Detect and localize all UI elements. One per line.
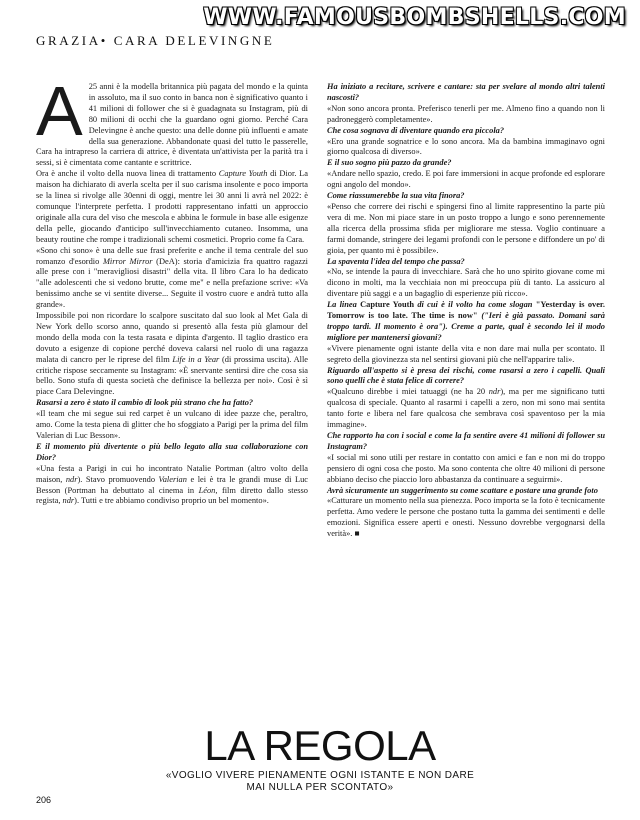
interview-answer: «Qualcuno direbbe i miei tatuaggi (ne ha 20 ndr), ma per me significano tutti qualcosa di speciale. Quanto al rasarmi i capelli a zero, non mi sono mai sentita tanto forte e libera nel fare qualcosa che sembrava così spaventoso per la mia immagine». (327, 387, 605, 430)
interview-answer: «Penso che correre dei rischi e spingersi fino al limite rappresentino la parte più vera di me. Non mi piace stare in un posto troppo a lungo e sono perennemente alla ricerca della prossima sfida per migliorare me stessa. Voglio continuare a farmi domande, stringere dei legami profondi con le persone e diffondere un po' di gioia, per quanto mi è possibile». (327, 201, 605, 255)
regola-quote-line: «VOGLIO VIVERE PIENAMENTE OGNI ISTANTE E NON DARE (165, 770, 475, 781)
regola-title: LA REGOLA (204, 722, 436, 769)
interview-question: Che cosa sognava di diventare quando era piccola? (327, 125, 505, 135)
end-mark-icon: ■ (354, 529, 360, 539)
interview-answer: «No, se intende la paura di invecchiare. Sarà che ho uno spirito giovane come mi dicono in molti, ma la vecchiaia non mi preoccupa più di tanto. La assicuro al diventare più saggi e a un bagaglio di esperienze più ricco». (327, 267, 605, 299)
article-subject: CARA DELEVINGNE (113, 33, 275, 48)
interview-question: Riguardo all'aspetto si è presa dei rischi, come rasarsi a zero i capelli. Quali sono quelli che è stata felice di correre? (327, 365, 605, 386)
magazine-name: GRAZIA (36, 33, 101, 48)
interview-answer: «I social mi sono utili per restare in contatto con amici e fan e non mi do troppo pensiero di ogni cosa che posto. Ma sono contenta che oltre 40 milioni di persone abbiano deciso che piaccio loro abbastanza da continuare a seguirmi». (327, 452, 605, 484)
site-watermark: WWW.FAMOUSBOMBSHELLS.COM (203, 5, 626, 30)
right-column (327, 82, 605, 540)
interview-answer: «Andare nello spazio, credo. E poi fare immersioni in acque profonde ed esplorare ogni angolo del mondo». (327, 169, 605, 190)
interview-answer: «Il team che mi segue sui red carpet è un vulcano di idee pazze che, peraltro, amo. Come la testa piena di glitter che ho sfoggiato a Parigi per la prima del film Valerian di Luc Besson». (36, 409, 308, 440)
interview-question: Ha iniziato a recitare, scrivere e cantare: sta per svelare al mondo altri talenti nascosti? (327, 82, 605, 102)
interview-answer: «Una festa a Parigi in cui ho incontrato Natalie Portman (altro volto della maison, ndr). Stavo promuovendo Valerian e lei è tra le grandi muse di Luc Besson (Portman ha debuttato al cinema in Léon, film diretto dallo stesso regista, ndr). Tutti e tre abbiamo condiviso proprio un bel momento». (36, 463, 308, 506)
body-paragraph: «Sono chi sono» è una delle sue frasi preferite e anche il tema centrale del suo romanzo d'esordio Mirror Mirror (DeA): storia d'amicizia fra quattro ragazzi alle prese con i "meravigliosi disastri" della vita. Il libro Cara lo ha dedicato "alle adolescenti che si vedono brutte, come me" e nella prefazione scrive: «Va benissimo anche se vi sentite diverse... Seguite il vostro cuore e andrà tutto alla grande». (36, 245, 309, 310)
drop-cap: A (36, 72, 83, 150)
interview-answer: «Catturare un momento nella sua pienezza. Poco importa se la foto è tecnicamente perfetta. Amo vedere le persone che postano tutta la gamma dei sentimenti e delle emozioni. Significa essere aperti e onesti. Nessuno dovrebbe vergognarsi della verità». ■ (327, 496, 605, 539)
body-paragraph: Ora è anche il volto della nuova linea di trattamento Capture Youth di Dior. La maison ha dichiarato di averla scelta per il suo carisma insolente e poco importa se la linea si rivolge alle 30enni di oggi, mentre lei 30 anni li avrà nel 2022: è comunque l'interprete perfetta. I prodotti rappresentano infatti un approccio originale alla cura del viso che mescola e abbina le formule in base alle esigenze della pelle, giocando d'anticipo sull'invecchiamento cutaneo. Insomma, una beauty routine che rompe i tradizionali schemi cosmetici. Proprio come fa Cara. (36, 169, 308, 244)
interview-question: Rasarsi a zero è stato il cambio di look più strano che ha fatto? (36, 398, 254, 408)
body-paragraph: Impossibile poi non ricordare lo scalpore suscitato dal suo look al Met Gala di New York dello scorso anno, quando si presentò alla festa più glamour del mondo della moda con la testa rasata e dipinta d'argento. Il taglio drastico era dovuto a esigenze di copione perché doveva calarsi nel ruolo di una ragazza malata di cancro per le riprese del film Life in a Year (di prossima uscita). Alle critiche rispose seccamente su Instagram: «È snervante sentirsi dire che cosa sia bello. Sono stufa di questa società che definisce la bellezza per noi». Così è sì piace Cara Delevingne. (36, 311, 308, 397)
interview-answer: «Ero una grande sognatrice e lo sono ancora. Ma da bambina immaginavo ogni giorno qualcosa di diverso». (327, 136, 605, 157)
interview-answer: «Non sono ancora pronta. Preferisco tenerli per me. Almeno fino a quando non li padroneggerò completamente». (327, 103, 605, 124)
intro-paragraph: A 25 anni è la modella britannica più pagata del mondo e la quinta in assoluto, ma il suo conto in banca non è significativo quanto i 41 milioni di follower che si è guadagnata su Instagram, più di 80 milioni di occhi che la guardano ogni giorno. Perché Cara Delevingne è anche questo: una delle donne più influenti e amate della sua generazione. Abbandonate quasi del tutto le passerelle, Cara ha intrapreso la carriera di attrice, è diventata un'attivista per la parità tra i sessi, si è cimentata come cantante e scrittrice. (36, 72, 308, 168)
interview-question: La linea Capture Youth di cui è il volto ha come slogan "Yesterday is over. Tomorrow is too late. The time is now" ("Ieri è già passato. Domani sarà troppo tardi. Il momento è ora"). Creme a parte, qual è secondo lei il modo migliore per mantenersi giovani? (327, 300, 605, 342)
interview-question: E il suo sogno più pazzo da grande? (327, 158, 452, 168)
interview-question: Avrà sicuramente un suggerimento su come scattare e postare una grande foto (327, 485, 598, 495)
header-separator: • (100, 33, 108, 48)
interview-question: E il momento più divertente o più bello legato alla sua collaborazione con Dior? (36, 441, 308, 462)
interview-question: Che rapporto ha con i social e come la fa sentire avere 41 milioni di follower su Instagram? (327, 431, 605, 451)
magazine-header (36, 33, 274, 49)
left-column (36, 72, 309, 507)
page-number: 206 (36, 795, 52, 805)
regola-quote (0, 770, 640, 794)
regola-quote-line: MAI NULLA PER SCONTATO» (246, 782, 394, 793)
interview-question: La spaventa l'idea del tempo che passa? (327, 256, 465, 266)
interview-question: Come riassumerebbe la sua vita finora? (327, 191, 465, 201)
interview-answer: «Vivere pienamente ogni istante della vita e non dare mai nulla per scontato. Il segreto della giovinezza sta nel sentirsi giovani più che nell'apparire tali». (327, 343, 605, 364)
